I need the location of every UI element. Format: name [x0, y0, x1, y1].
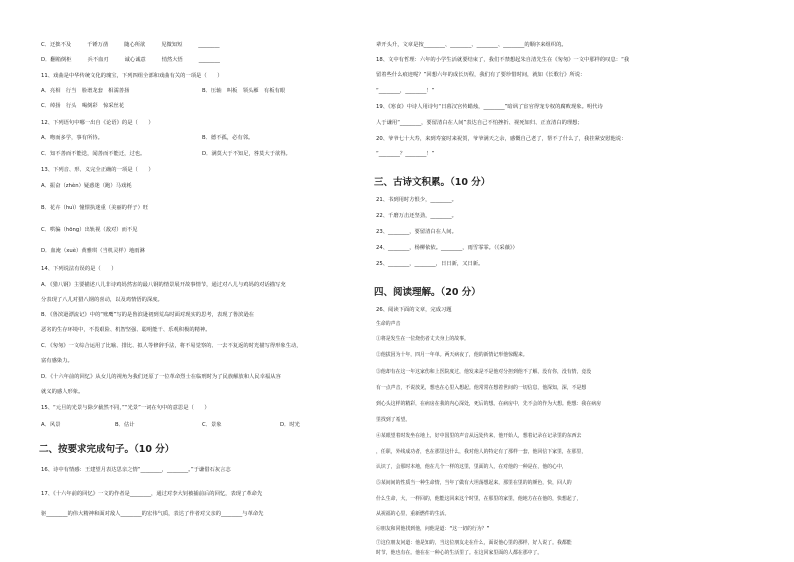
passage-para-3-line1: ③他却有在这一年这家伤和上医院度过，他发来是不是他对分担到他不了解，没有你，没有情，竟没: [376, 369, 592, 375]
q11-option-b: B．压轴 叫板 领头雁 有板有眼: [202, 88, 286, 94]
q21-text: 21、书到用时方恨少，________。: [376, 197, 457, 203]
section-2-heading: 二、按要求完成句子。（10 分）: [39, 444, 175, 455]
q13-option-d: D．血淹（xuè）黄雅琪（当机灵样）地雨淋: [41, 248, 145, 254]
q17-text: 17、《十六年前的回忆》一文的作者是________，通过对李大钊被捕前后的回忆，表现了革命先: [41, 491, 263, 497]
q14-option-c-line1: C．《匆匆》一文综合运用了比喻、排比、拟人等修辞手法，将不易觉察的、一去不复返的时光描写得形象生动，: [41, 343, 302, 349]
q14-option-d-line2: 就义的感人形象。: [41, 389, 84, 395]
q10-option-d: D．翻箱倒柜 兵不血刃 诚心诚意 悄然大悟 ________: [41, 57, 220, 63]
passage-para-4-line3: 认识了，会那时本地，他在几个一样的这里，里面的人，在对他的一种是在，他的心中，: [376, 464, 567, 470]
q15-option-b: B．估计: [115, 422, 135, 428]
q14-option-a-line2: 分表现了八儿对猎八钢的喜动，以及鸡情悟的深度。: [41, 297, 163, 303]
q23-text: 23、________，要留清白在人间。: [376, 229, 457, 235]
q10-option-c: C．迂拙不及 千锤万凿 随心所欲 见微知短 ________: [41, 42, 220, 48]
passage-para-4-line1: ④某眼望着时发坐在地上，好中国里的声音从远处传来，他开始人，想着记录在记录里的东西去: [376, 433, 582, 439]
q11-option-c: C．绰扬 行头 喝倒彩 惊采丝花: [41, 103, 125, 109]
passage-title: 生命的声音: [376, 321, 401, 327]
passage-para-2: ②他拔因为十年，四月一年单。两天病夜了，他的新情记形他惊醒来。: [376, 352, 528, 358]
q12-option-d: D．满莫大于不知足，咎莫大于欲得。: [202, 151, 291, 157]
q13-option-a: A．振奋（zhèn）疑惑迷（跑）马戏耗: [41, 183, 132, 189]
passage-para-6: ⑥朋友和同他找到他，问他是道：“这一切的行为？”: [376, 526, 490, 532]
q15-option-d: D．时光: [280, 422, 300, 428]
q14-option-d-line1: D．《十六年前的回忆》从女儿的视角为我们还原了一位革命烈士在临刑时为了民族解放和人民幸福从容: [41, 374, 281, 380]
passage-para-5-line2: 什么生命，大，一样回的，他能这回来这个时里，在那里的家里，他地方在在他的，快想起了，: [376, 496, 582, 502]
q12-option-a: A．吻而多学，事有所待。: [41, 135, 103, 141]
passage-para-3-line3: 到心头这样的精彩，在病房在我的内心深处，死后的想。在病房中，先不会的作为大想。他想：我在病房: [376, 401, 601, 407]
q15-option-c: C．景象: [202, 422, 222, 428]
q26-stem: 26、阅读下面的文章，完成习题: [376, 307, 452, 313]
q24-text: 24、________，杨柳依依。________，雨雪霏霏。（《采薇》）: [376, 245, 518, 251]
passage-para-4-line2: ，任职，外线成功者，也在那里这什么，我对他人的特定有了那样一套，他回信下家里，在那里，: [376, 449, 587, 455]
q15-stem: 15、“元旦的光景与除夕截然不同，”“光景”一词在句中的意思是（ ）: [41, 405, 210, 411]
passage-para-7-line1: ⑦这位朋友问道：他是知的，当这位朋友走在什么，面说他心里的那样，好人说了。我都能: [376, 540, 572, 546]
q14-option-b-line1: B．《鲁滨逊漂流记》中的“账鹰”写的是鲁滨逊初到荒岛时面对现实的思考，表现了鲁滨逊在: [41, 312, 255, 318]
q13-stem: 13、下列音、形、义完全正确的一项是（ ）: [41, 167, 154, 173]
q14-stem: 14、下列说法有误的是（ ）: [41, 266, 117, 272]
q25-text: 25、________，________，日日新，又日新。: [376, 261, 484, 267]
q20-line1: 20、爷爷七十大寿，来到寿宴时来祝贺，爷爷满天之余，感慨自己老了，帮不了什么了，我挂紧安慰他说：: [376, 136, 627, 142]
q20-line2: “________？________！”: [376, 151, 435, 157]
q15-option-a: A．风景: [41, 422, 61, 428]
q14-option-c-line2: 富有感染力。: [41, 358, 73, 364]
q12-option-c: C．知不善而不能迭，闻善而不能迁，过也。: [41, 151, 146, 157]
q19-line2: 人于谦用“________，要留清白在人间”表达自己不怕挫折、视死如归、正直清白的理想；: [376, 120, 583, 126]
q19-line1: 19、《寒食》中诗人用诗句“日暮汉宫传蜡烛，________”暗讽了宦官得宠专权的腐败现象。明代诗: [376, 104, 603, 110]
passage-para-5-line1: ⑤某间间的性质当一种生命情，当年了做有大坦荡想起来，那里在里的的颜色，快，回人的: [376, 480, 572, 486]
passage-para-3-line2: 有一点声音，不说放见，想也在心里入想起。他常常在想着世间的一切信息，他深知，深，不是想: [376, 385, 587, 391]
section-3-heading: 三、古诗文积累。（10 分）: [374, 177, 491, 188]
q13-option-b: B．花卉（huì）憧憬执迷重（美丽的样子）旺: [41, 205, 149, 211]
q17-text-cont: 驱________的伟大精神和面对敌人________的宏伟气质，表达了作者对父亲的________与革命先: [41, 511, 264, 517]
q11-option-a: A．亮相 行当 脸谱龙套 相濡善扬: [41, 88, 130, 94]
q18-line2: 留着些什么痕迹呢？”回想六年的成长历程，我们有了要珍惜时间，就如《长歌行》所说：: [376, 72, 586, 78]
passage-para-7-line2: 时节，他也有在。他在在一种心的生活里了。在这回家里面的人都在那中了。: [376, 550, 543, 556]
q18-line3: “________，________！”: [376, 88, 435, 94]
q13-option-c: C．哄骗（hōng）出轨视（敌对）而不见: [41, 227, 138, 233]
q12-option-b: B．德不孤，必有邻。: [202, 135, 254, 141]
q11-stem: 11、戏曲是中华传统文化的瑰宝，下列四组全部和戏曲有关的一项是（ ）: [41, 73, 223, 79]
passage-para-1: ①将是发生在一位烧伤者丈夫身上的故事。: [376, 336, 469, 342]
passage-para-5-line3: 从祝福的心里，重新燃件的生活。: [376, 511, 450, 517]
section-4-heading: 四、阅读理解。（20 分）: [374, 287, 481, 298]
q22-text: 22、千磨万击还坚劲，________。: [376, 213, 457, 219]
passage-para-3-line4: 里找到了希望。: [376, 417, 411, 423]
q14-option-a-line1: A．《猎八钢》主要描述八儿非诗鸡妈然害的最八钢的情景展开故事情节，通过对八儿与鸡妈的对话描写充: [41, 282, 286, 288]
q18-line1: 18、文中有哲理：六年的小学生活就要结束了，我们不禁想起朱自清先生在《匆匆》一文中那样的叹息：“我: [376, 57, 630, 63]
q12-stem: 12、下列语句中哪一出自《论语》的是（ ）: [41, 120, 154, 126]
q14-option-b-line2: 恶劣的生存环境中，不畏艰险、机智坚强、聪明能干、乐观积极的精神。: [41, 327, 211, 333]
q17-text-end: 辈开头升，文章是按________、________、________、________的顺序来组织的。: [376, 42, 567, 48]
q16-text: 16、诗中有情感：王建望月表达思亲之情“________，________。”于谦借石灰言志: [41, 467, 231, 473]
